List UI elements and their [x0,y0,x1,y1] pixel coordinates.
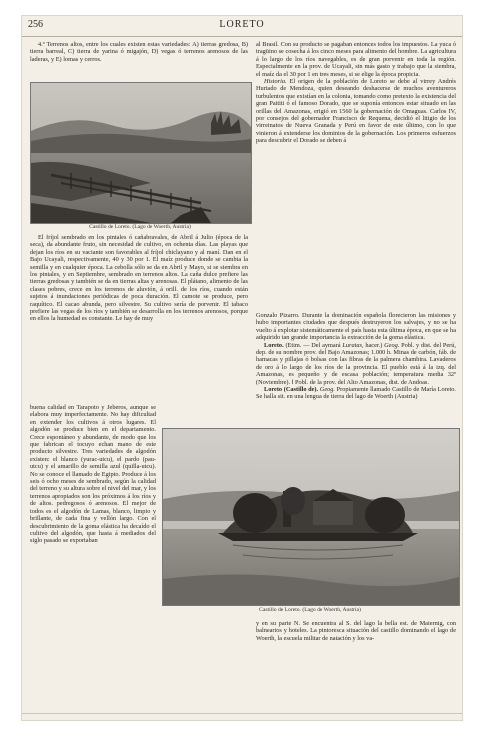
running-header [22,16,462,37]
page-bottom-rule [22,713,462,716]
page-number: 256 [28,19,43,30]
paragraph: Gonzalo Pizarro. Durante la dominación española florecieron las misiones y hubo importantes ciudades que después destruyeron los salvajes, y no se ha vuelto á explotar sistemáticamente el país hasta esta última época, en que se ha adquirido tan grande importancia la extracción de la goma elástica. [256,312,456,342]
dictionary-entry: Loreto. (Etim. — Del aymará Luratas, hacer.) Geog. Pobl. y dist. del Perú, dep. de su nombre prov. del Bajo Amazonas; 1.000 h. Minas de carbón, fáb. de hamacas y pillajas ó bolsas con las fibras de la palmera chambira. Lavaderos de oro á lo largo de los ríos de la provincia. El pueblo está á la izq. del Amazonas, es pequeño y de escasa población; temperatura media 32º (Noviembre). ‖ Pobl. de la prov. del Alto Amazonas, dist. de Andoas. [256,341,456,386]
text-block-top-right [256,41,456,309]
page-title: LORETO [219,19,265,30]
entry-headword: Loreto. [264,341,284,349]
text-block-mid-right [256,312,456,426]
text-block-mid-left [30,234,248,402]
paragraph: y en su parte N. Se encuentra al S. del lago la bella est. de Maiernig, con balnearios y hoteles. La pintoresca situación del castillo dominando el lago de Woerth, la escuela militar de natación y los va- [256,620,456,642]
text-block-top-left [30,41,248,79]
photo-caption-2: Castillo de Loreto. (Lago de Woerth, Austria) [259,607,361,613]
paragraph: El fríjol sembrado en los pintales ó cañabravales, de Abril á Julio (época de la seca), da abundante fruto, sin necesidad de cultivo, en ochenta días. Las playas que dejan los ríos en su vaciante son favorables al fríjol chiclayano y al maní. Dan en el Bajo Ucayali, respectivamente, 40 y 30 por 1. El maíz produce donde se cambia la semilla y en cualquier época. La cebolla sólo se da en Abril y Mayo, si se siembra en los pintales, y en Septiembre, sembrado en terrenos altos. La caña dulce prefiere las tierras gredosas y también se da en tierras altas y arenosas. El plátano, alimento de las clases pobres, crece en los terrenos de aluvión, á orill. de los ríos, cuando están sujetos á inundaciones periódicas de poca duración. El camote se produce, pero raquítico. El cacao abunda, pero silvestre. Su cultivo sería de porvenir. El tabaco prefiere las vegas de los ríos y también se desarrolla en los terrenos arenosos, porque en ellos la humedad es constante. Le hay de muy [30,234,248,323]
dictionary-entry: Loreto (Castillo de). Geog. Propiamente llamado Castillo de María Loreto. Se halla sit. en una lengua de tierra del lago de Woerth (Austria) [256,386,456,401]
paragraph [256,78,456,145]
entry-headword: Loreto (Castillo de). [264,386,319,394]
section-label: Historia. [264,78,287,86]
paragraph-text: El origen de la población de Loreto se debe al virrey Andrés Hurtado de Mendoza, quien deseando deshacerse de muchos aventureros turbulentos que existían en la colonia, tomando como pretexto la existencia del gran Paititi ó el famoso Dorado, que se suponía entonces estar situado en las orillas del Amazonas, erigió en 1560 la gobernación de Omaguas. Carlos IV, por consejos del gobernador Francisco de Requena, decidió el litigio de los virreinatos de Nueva Granada y Perú en favor de este último, con lo que vinieron á extenderse los dominios de la gobernación. Los primeros esfuerzos para descubrir el Dorado se deben á [256,78,456,145]
text-block-bottom-right [256,620,456,686]
photo-lake-castle-1 [30,82,252,224]
paragraph: al Brasil. Con su producto se pagaban entonces todos los impuestos. La yuca ó tragüino se cosecha á los cinco meses para alimento del hombre. La agricultura á lo largo de los ríos navegables, es de gran porvenir en toda la región. Especialmente en la prov. de Ucayali, sin más gasto y trabajo que la siembra, el maíz da el 30 por 1 en tres meses, si se elige la época propicia. [256,41,456,78]
photo-caption-1: Castillo de Loreto. (Lago de Woerth, Austria) [89,224,191,230]
castle-island-illustration [163,429,459,605]
paragraph: 4.º Terrenos altos, entre los cuales existen estas variedades: A) tierras gredosa, B) tierra barreal, C) tierra de yarina ó migajón, D) vegas ó terrenos arenosos de las laderas, y E) lomas y cerros. [30,41,248,63]
page-sheet [22,16,462,720]
text-block-lower-left [30,404,156,686]
lake-landscape-illustration [31,83,251,223]
photo-lake-castle-2 [162,428,460,606]
paragraph: buena calidad en Tarapoto y Jeberos, aunque se elabora muy imperfectamente. No hay dificultad en extender los cultivos á otros lugares. El algodón se produce bien en el departamento. Crece espontáneo y abundante, de modo que los que fabrican el tocuyo echan mano de este producto silvestre. Tres variedades de algodón existen: el blanco (yurac-utcu), el pardo (pau-utcu) y el amarillo de semilla azul (quilla-utcu). No se conoce el llamado de Egipto. Produce á los seis ó ocho meses de sembrado, según la calidad del terreno y su altura sobre el nivel del mar, y los terrenos apropiados son los próximos á los ríos y de altos. pedregosos ó arenosos. El mejor de todos es el algodón de Lamas, blanco, limpio y brillante, de cada fina y vellón largo. Con el descubrimiento de la goma elástica ha decaído el cultivo del algodón, que hasta á mediados del siglo pasado se exportaban [30,404,156,545]
